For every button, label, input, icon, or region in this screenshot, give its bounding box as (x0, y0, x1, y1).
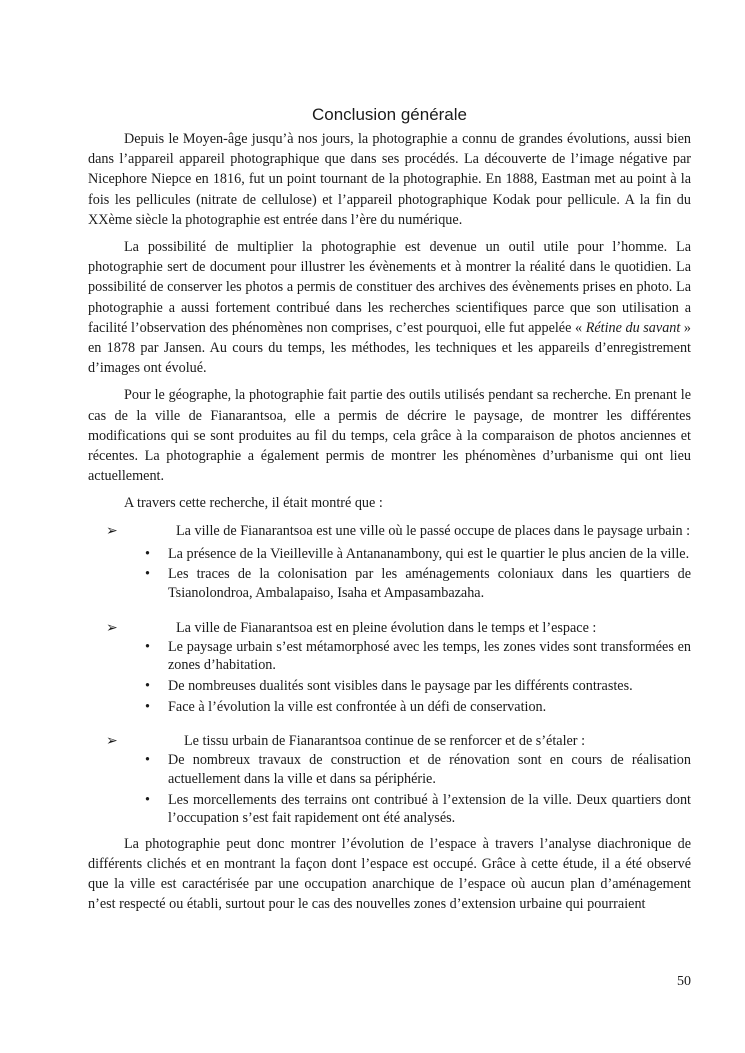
paragraph-2 (88, 237, 691, 378)
section-1-heading-text: La ville de Fianarantsoa est une ville où le passé occupe de places dans le paysage urbain : (176, 522, 691, 539)
section-2-heading (88, 618, 691, 638)
page-number: 50 (677, 974, 691, 989)
list-item: • De nombreux travaux de construction et de rénovation sont en cours de réalisation actuellement dans la ville et dans sa périphérie. (168, 751, 691, 788)
list-item: • Le paysage urbain s’est métamorphosé avec les temps, les zones vides sont transformées en zones d’habitation. (168, 638, 691, 675)
section-1 (88, 521, 691, 603)
section-2-bullets (88, 638, 691, 716)
arrow-icon: ➢ (106, 522, 118, 539)
paragraph-2-italic: Rétine du savant (585, 319, 681, 336)
document-page (88, 104, 691, 915)
list-item: • Face à l’évolution la ville est confrontée à un défi de conservation. (168, 698, 691, 717)
paragraph-2-text-b: » en 1878 par Jansen. Au cours du temps, les méthodes, les techniques et les appareils d’enregistrement d’images ont évolué. (88, 319, 692, 377)
section-3-heading-text: Le tissu urbain de Fianarantsoa continue de se renforcer et de s’étaler : (184, 733, 586, 750)
paragraph-3: Pour le géographe, la photographie fait partie des outils utilisés pendant sa recherche. En prenant le cas de la ville de Fianarantsoa, elle a permis de décrire le paysage, de montrer les différentes modifications qui se sont produites au fil du temps, cela grâce à la comparaison de photos anciennes et récentes. La photographie a également permis de montrer les phénomènes d’urbanisme qui ont lieu actuellement. (88, 387, 691, 485)
list-item: • Les traces de la colonisation par les aménagements coloniaux dans les quartiers de Tsianolondroa, Ambalapaiso, Isaha et Ampasambazaha. (168, 565, 691, 602)
paragraph-5: La photographie peut donc montrer l’évolution de l’espace à travers l’analyse diachronique de différents clichés et en montrant la façon dont l’espace est occupé. Grâce à cette étude, il a été observé que la ville est caractérisée par une occupation anarchique de l’espace où aucun plan d’aménagement n’est respecté ou établi, surtout pour le cas des nouvelles zones d’extension urbaine qui pourraient (88, 835, 691, 913)
list-item: • La présence de la Vieilleville à Antananambony, qui est le quartier le plus ancien de la ville. (168, 545, 691, 564)
section-1-heading (88, 521, 691, 541)
arrow-icon: ➢ (106, 733, 118, 750)
paragraph-4: A travers cette recherche, il était montré que : (124, 495, 383, 512)
section-1-bullets (88, 545, 691, 603)
paragraph-2-text-a: La possibilité de multiplier la photographie est devenue un outil utile pour l’homme. La photographie sert de document pour illustrer les évènements et à montrer la réalité dans le quotidien. La possibilité de conserver les photos a permis de constituer des archives des évènements prises en photo. La photographie a aussi fortement contribué dans les recherches scientifiques parce que son utilisation a facilité l’observation des phénomènes non comprises, c’est pourquoi, elle fut appelée « (88, 239, 691, 336)
section-3 (88, 731, 691, 828)
list-item: • Les morcellements des terrains ont contribué à l’extension de la ville. Deux quartiers dont l’occupation s’est fait rapidement ont été analysés. (168, 791, 691, 828)
section-2-heading-text: La ville de Fianarantsoa est en pleine évolution dans le temps et l’espace : (176, 619, 597, 636)
section-3-bullets (88, 751, 691, 827)
section-3-heading (88, 731, 691, 751)
page-title: Conclusion générale (312, 105, 467, 124)
section-2 (88, 618, 691, 717)
arrow-icon: ➢ (106, 619, 118, 636)
list-item: • De nombreuses dualités sont visibles dans le paysage par les différents contrastes. (168, 677, 691, 696)
paragraph-1: Depuis le Moyen-âge jusqu’à nos jours, la photographie a connu de grandes évolutions, aussi bien dans l’appareil appareil photographique que dans ses procédés. La découverte de l’image négative par Nicephore Niepce en 1816, fut un point tournant de la photographie. En 1888, Eastman met au point à la fois les pellicules (nitrate de cellulose) et l’appareil photographique Kodak pour pellicule. A la fin du XXème siècle la photographie est entrée dans l’ère du numérique. (88, 131, 691, 228)
